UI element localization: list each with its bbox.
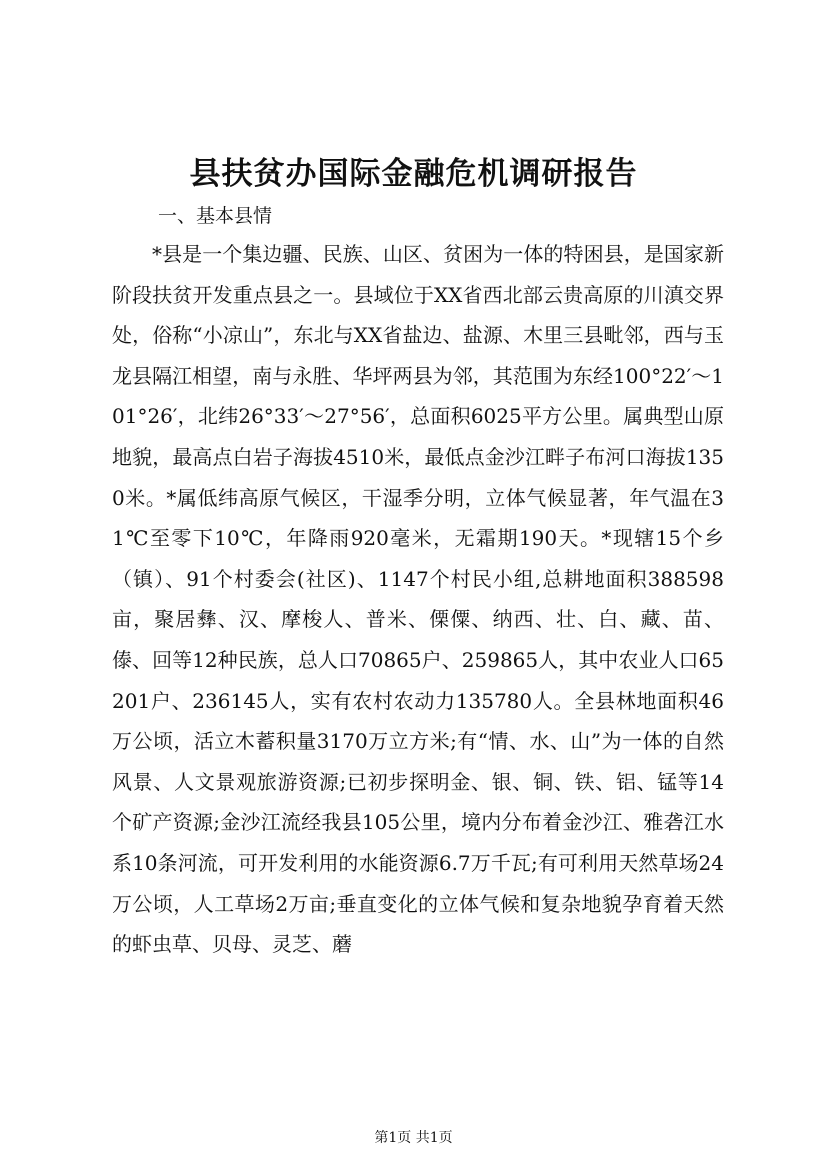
page-footer: 第1页 共1页 (374, 1130, 453, 1146)
section-heading: 一、基本县情 (158, 205, 273, 227)
document-title: 县扶贫办国际金融危机调研报告 (189, 156, 638, 192)
body-paragraph: *县是一个集边疆、民族、山区、贫困为一体的特困县，是国家新阶段扶贫开发重点县之一。县域位于XX省西北部云贵高原的川滇交界处，俗称“小凉山”，东北与XX省盐边、盐源、木里三县毗邻，西与玉龙县隔江相望，南与永胜、华坪两县为邻，其范围为东经100°22′～101°26′，北纬26°33′～27°56′，总面积6025平方公里。属典型山原地貌，最高点白岩子海拔4510米，最低点金沙江畔子布河口海拔1350米。*属低纬高原气候区，干湿季分明，立体气候显著，年气温在31℃至零下10℃，年降雨920毫米，无霜期190天。*现辖15个乡（镇）、91个村委会(社区)、1147个村民小组,总耕地面积388598亩，聚居彝、汉、摩梭人、普米、傈僳、纳西、壮、白、藏、苗、傣、回等12种民族，总人口70865户、259865人，其中农业人口65201户、236145人，实有农村农动力135780人。全县林地面积46万公顷，活立木蓄积量3170万立方米;有“情、水、山”为一体的自然风景、人文景观旅游资源;已初步探明金、银、铜、铁、铝、锰等14个矿产资源;金沙江流经我县105公里，境内分布着金沙江、雅砻江水系10条河流，可开发利用的水能资源6.7万千瓦;有可利用天然草场24万公顷，人工草场2万亩;垂直变化的立体气候和复杂地貌孕育着天然的虾虫草、贝母、灵芝、蘑 (112, 242, 724, 957)
